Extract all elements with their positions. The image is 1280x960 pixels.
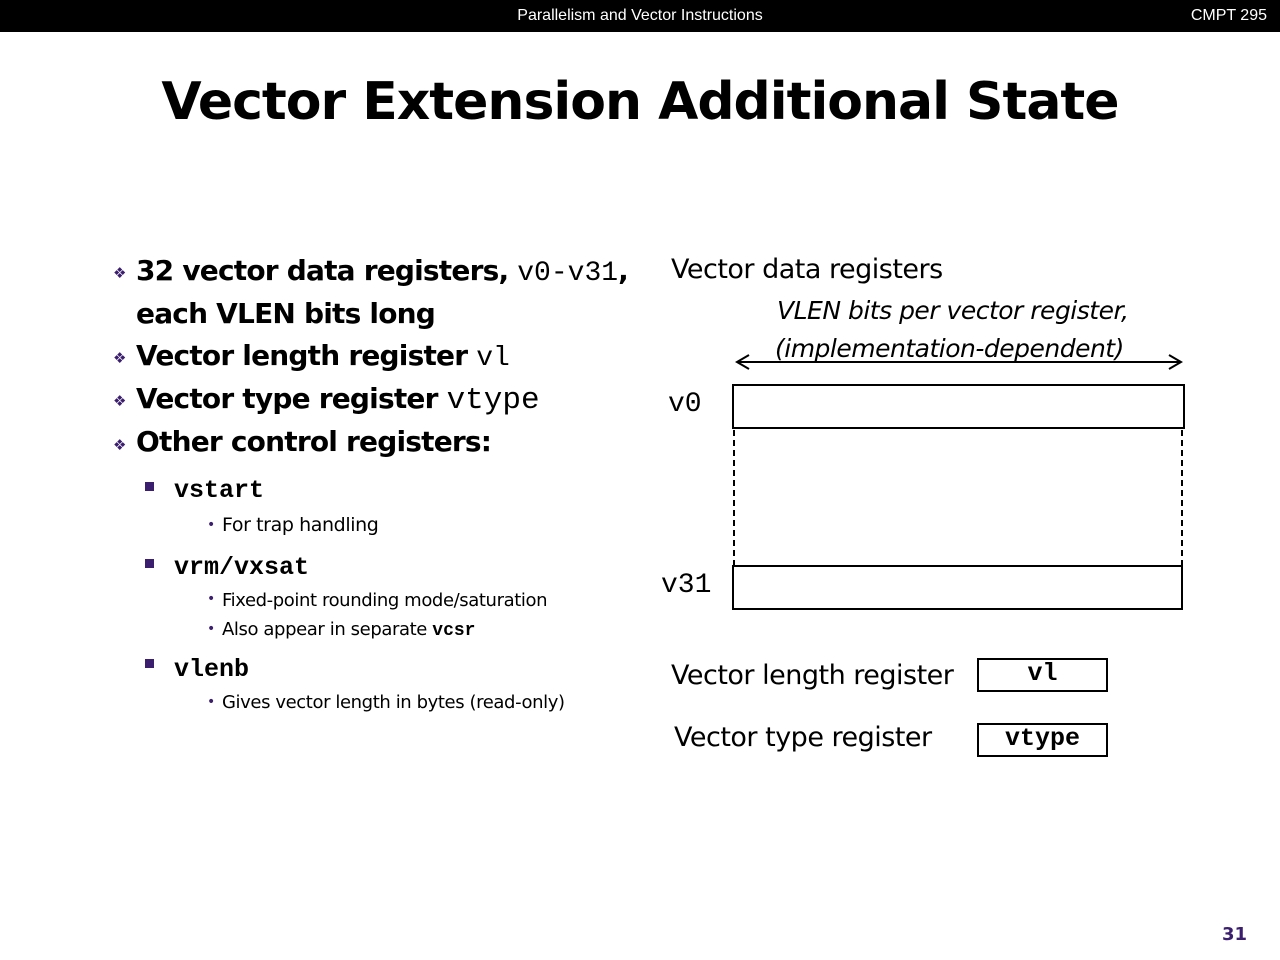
register-v0-box (732, 384, 1185, 429)
dot-bullet-icon: • (207, 694, 216, 710)
register-v0-label: v0 (668, 389, 702, 420)
register-v31-box (732, 565, 1183, 610)
bullet-text: Vector type register (136, 382, 447, 415)
vlen-arrow (737, 355, 1181, 369)
diamond-bullet-icon: ❖ (113, 349, 127, 367)
note-code: vcsr (432, 621, 476, 641)
diamond-bullet-icon: ❖ (113, 392, 127, 410)
bullet-code: vl (476, 343, 510, 374)
bullet-other-control: Other control registers: (136, 425, 492, 458)
diamond-bullet-icon: ❖ (113, 264, 127, 282)
bullet-code: vtype (446, 383, 540, 418)
vl-label: Vector length register (671, 660, 954, 691)
note-vstart: For trap handling (222, 514, 379, 536)
lecture-title: Parallelism and Vector Instructions (517, 7, 763, 24)
vlen-caption-line1: VLEN bits per vector register, (777, 296, 1129, 325)
note-vlenb: Gives vector length in bytes (read-only) (222, 692, 565, 713)
page-number: 31 (1221, 924, 1247, 945)
bullet-text: 32 vector data registers, (136, 254, 518, 287)
dot-bullet-icon: • (207, 621, 216, 637)
bullet-code: v0-v31 (517, 258, 619, 289)
vtype-box: vtype (977, 723, 1108, 757)
sub-bullet-vstart: vstart (174, 476, 265, 505)
sub-bullet-vlenb: vlenb (174, 655, 250, 684)
slide-title: Vector Extension Additional State (161, 72, 1119, 132)
note-text: Also appear in separate (222, 619, 433, 640)
vtype-label: Vector type register (674, 722, 932, 753)
bullet-vector-registers-line2: each VLEN bits long (136, 297, 436, 330)
vl-box: vl (977, 658, 1108, 692)
note-rounding: Fixed-point rounding mode/saturation (222, 590, 548, 611)
register-v31-label: v31 (661, 570, 712, 601)
bullet-text: Vector length register (136, 339, 477, 372)
dot-bullet-icon: • (207, 517, 216, 533)
dot-bullet-icon: • (207, 591, 216, 607)
sub-bullet-vrm-vxsat: vrm/vxsat (174, 553, 310, 582)
bullet-text: , (618, 254, 628, 287)
course-code: CMPT 295 (1190, 7, 1267, 24)
vlen-caption-line2: (implementation-dependent) (775, 334, 1124, 363)
diamond-bullet-icon: ❖ (113, 436, 127, 454)
diagram-heading: Vector data registers (671, 254, 943, 285)
